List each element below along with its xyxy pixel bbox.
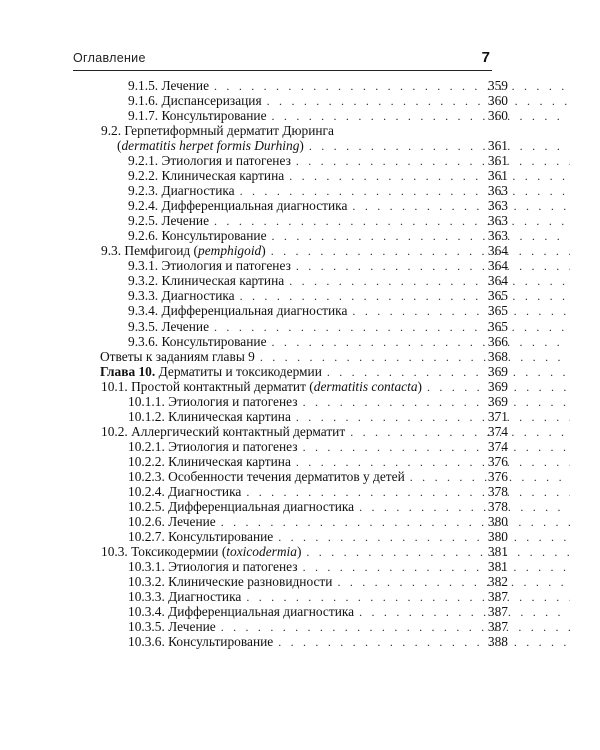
- dot-leader: [221, 515, 570, 530]
- toc-title-text: 9.2.6. Консультирование: [128, 228, 267, 244]
- dot-leader: [303, 560, 570, 575]
- dot-leader: [327, 365, 570, 380]
- toc-entry[interactable]: [128, 574, 600, 589]
- toc-entry[interactable]: [128, 93, 600, 108]
- toc-entry[interactable]: [128, 469, 600, 484]
- toc-latin-term: dermatitis contacta: [313, 378, 418, 394]
- toc-entry-title: [101, 243, 266, 258]
- toc-entry[interactable]: [128, 619, 600, 634]
- toc-page-number: 366: [487, 333, 508, 349]
- toc-entry[interactable]: [128, 198, 600, 213]
- toc-entry[interactable]: [128, 183, 600, 198]
- toc-chapter-label: Глава 10.: [100, 363, 156, 379]
- toc-entry[interactable]: [128, 439, 600, 454]
- dot-leader: [296, 259, 570, 274]
- toc-entry-title: [100, 364, 322, 379]
- toc-title-text: 10.2.3. Особенности течения дерматитов у детей: [128, 468, 405, 484]
- toc-title-text: 10.3.5. Лечение: [128, 619, 216, 635]
- toc-entry-title: [128, 334, 267, 349]
- toc-title-text: 9.3.6. Консультирование: [128, 333, 267, 349]
- toc-title-text: 10.2.5. Дифференциальная диагностика: [128, 498, 355, 514]
- toc-title-text: 9.1.7. Консультирование: [128, 108, 267, 124]
- dot-leader: [240, 289, 570, 304]
- toc-page-number: 365: [487, 318, 508, 334]
- toc-page-number: 380: [487, 513, 508, 529]
- toc-entry[interactable]: [128, 484, 600, 499]
- toc-title-text: ): [296, 543, 302, 559]
- toc-title-text: 10.1.2. Клиническая картина: [128, 408, 291, 424]
- dot-leader: [260, 350, 570, 365]
- toc-entry-title: [128, 273, 284, 288]
- toc-title-text: 10.3.6. Консультирование: [128, 634, 274, 650]
- toc-title-text: 10.2.1. Этиология и патогенез: [128, 438, 298, 454]
- toc-title-text: 10.1. Простой контактный дерматит (: [101, 378, 314, 394]
- dot-leader: [214, 79, 570, 94]
- dot-leader: [271, 244, 570, 259]
- toc-page-number: 364: [487, 273, 508, 289]
- toc-entry[interactable]: [101, 123, 600, 138]
- toc-entry-title: [128, 484, 241, 499]
- toc-entry[interactable]: [128, 394, 600, 409]
- toc-page-number: 364: [487, 243, 508, 259]
- dot-leader: [221, 620, 570, 635]
- running-header: [73, 50, 492, 71]
- toc-entry-title: [128, 394, 298, 409]
- toc-page-number: 363: [487, 213, 508, 229]
- dot-leader: [278, 635, 570, 650]
- toc-title-text: 9.3.5. Лечение: [128, 318, 210, 334]
- toc-entry-title: [128, 469, 405, 484]
- toc-title-text: 10.3.1. Этиология и патогенез: [128, 559, 298, 574]
- toc-latin-term: dermatitis herpet formis Durhing: [121, 138, 300, 154]
- toc-entry[interactable]: [101, 243, 600, 258]
- dot-leader: [272, 109, 570, 124]
- toc-entry-title: [128, 228, 267, 243]
- toc-title-text: ): [261, 243, 266, 259]
- toc-page-number: 380: [487, 528, 508, 544]
- toc-title-text: 9.2. Герпетиформный дерматит Дюринга: [101, 123, 334, 139]
- dot-leader: [296, 154, 570, 169]
- toc-entry-title: [101, 424, 345, 439]
- toc-entry-title: [128, 574, 332, 589]
- toc-entry-title: [128, 198, 347, 213]
- toc-page-number: 378: [487, 498, 508, 514]
- toc-page-number: 374: [487, 423, 508, 439]
- toc-title-text: 10.2. Аллергический контактный дерматит: [101, 423, 346, 439]
- toc-page-number: 361: [487, 153, 508, 169]
- toc-page-number: 360: [487, 108, 508, 124]
- dot-leader: [309, 139, 570, 154]
- toc-title-text: 10.1.1. Этиология и патогенез: [128, 393, 298, 409]
- dot-leader: [246, 590, 570, 605]
- toc-entry-title: [128, 303, 347, 318]
- toc-page-number: 363: [487, 228, 508, 244]
- toc-page-number: 381: [487, 543, 508, 559]
- toc-entry-title: [128, 93, 262, 108]
- toc-entry[interactable]: [128, 319, 600, 334]
- table-of-contents: [0, 78, 600, 649]
- dot-leader: [352, 199, 570, 214]
- toc-entry[interactable]: [117, 138, 600, 153]
- toc-entry[interactable]: [101, 379, 600, 394]
- toc-title-text: 10.2.6. Лечение: [128, 513, 216, 529]
- toc-title-text: 9.3. Пемфигоид (: [101, 243, 199, 259]
- dot-leader: [272, 229, 570, 244]
- toc-entry-title: [128, 559, 298, 574]
- toc-entry[interactable]: [128, 454, 600, 469]
- toc-title-text: 10.2.4. Диагностика: [128, 483, 242, 499]
- dot-leader: [303, 395, 570, 410]
- toc-title-text: ): [299, 138, 304, 154]
- toc-title-text: Ответы к заданиям главы 9: [100, 348, 255, 364]
- toc-entry-title: [128, 183, 235, 198]
- toc-entry-title: [101, 123, 334, 138]
- toc-entry[interactable]: [128, 499, 600, 514]
- toc-title-text: 10.3. Токсикодермии (: [101, 543, 227, 559]
- toc-entry[interactable]: [100, 364, 600, 379]
- toc-page-number: 360: [487, 93, 508, 109]
- toc-page-number: 376: [487, 453, 508, 469]
- toc-entry[interactable]: [128, 529, 600, 544]
- toc-entry[interactable]: [128, 334, 600, 349]
- dot-leader: [240, 184, 570, 199]
- toc-entry-title: [117, 138, 304, 153]
- toc-page-number: 363: [487, 198, 508, 214]
- toc-page-number: 376: [487, 468, 508, 484]
- toc-entry[interactable]: [128, 409, 600, 424]
- toc-entry-title: [128, 108, 267, 123]
- toc-page-number: 365: [487, 288, 508, 304]
- toc-latin-term: toxicodermia: [226, 543, 297, 559]
- toc-page-number: 388: [487, 634, 508, 650]
- dot-leader: [303, 440, 570, 455]
- dot-leader: [278, 530, 570, 545]
- toc-entry[interactable]: [128, 589, 600, 604]
- toc-page-number: 364: [487, 258, 508, 274]
- toc-entry[interactable]: [128, 273, 600, 288]
- toc-entry-title: [128, 319, 209, 334]
- toc-entry-title: [100, 349, 255, 364]
- toc-title-text: 10.3.4. Дифференциальная диагностика: [128, 604, 355, 620]
- toc-page-number: 369: [487, 378, 508, 394]
- toc-page-number: 361: [487, 138, 508, 154]
- toc-entry-title: [128, 604, 354, 619]
- dot-leader: [272, 335, 570, 350]
- toc-page-number: 381: [487, 559, 508, 574]
- header-page-number: 7: [481, 49, 490, 66]
- dot-leader: [352, 304, 570, 319]
- toc-entry[interactable]: [128, 213, 600, 228]
- toc-page-number: 359: [487, 78, 508, 93]
- toc-page-number: 387: [487, 589, 508, 605]
- dot-leader: [296, 455, 570, 470]
- toc-title-text: 9.3.1. Этиология и патогенез: [128, 258, 291, 274]
- toc-entry[interactable]: [101, 544, 600, 559]
- toc-page-number: 369: [487, 393, 508, 409]
- toc-title-text: (: [117, 138, 122, 154]
- toc-entry[interactable]: [128, 258, 600, 273]
- toc-entry-title: [128, 619, 216, 634]
- toc-entry-title: [128, 288, 235, 303]
- toc-title-text: 9.2.2. Клиническая картина: [128, 168, 285, 184]
- toc-page-number: 361: [487, 168, 508, 184]
- toc-entry-title: [128, 589, 241, 604]
- dot-leader: [296, 410, 570, 425]
- dot-leader: [359, 500, 570, 515]
- toc-entry-title: [128, 168, 284, 183]
- toc-page-number: 363: [487, 183, 508, 199]
- toc-entry[interactable]: [128, 108, 600, 123]
- toc-entry-title: [128, 258, 291, 273]
- toc-entry-title: [128, 409, 291, 424]
- toc-entry[interactable]: [128, 288, 600, 303]
- toc-entry-title: [128, 153, 291, 168]
- toc-title-text: ): [417, 378, 422, 394]
- toc-entry-title: [101, 544, 301, 559]
- toc-entry-title: [101, 379, 422, 394]
- toc-entry-title: [128, 213, 209, 228]
- dot-leader: [267, 94, 570, 109]
- toc-entry[interactable]: [100, 349, 600, 364]
- toc-entry-title: [128, 78, 209, 93]
- toc-page-number: 378: [487, 483, 508, 499]
- dot-leader: [359, 605, 570, 620]
- dot-leader: [214, 320, 570, 335]
- toc-entry-title: [128, 439, 298, 454]
- toc-title-text: 9.2.4. Дифференциальная диагностика: [128, 198, 348, 214]
- toc-entry-title: [128, 529, 273, 544]
- toc-entry-title: [128, 514, 216, 529]
- toc-page-number: 387: [487, 604, 508, 620]
- toc-page-number: 365: [487, 303, 508, 319]
- toc-title-text: 9.3.2. Клиническая картина: [128, 273, 285, 289]
- toc-title-text: 10.3.2. Клинические разновидности: [128, 574, 333, 590]
- dot-leader: [337, 575, 570, 590]
- toc-page-number: 387: [487, 619, 508, 635]
- toc-entry[interactable]: [128, 634, 600, 649]
- toc-page-number: 382: [487, 574, 508, 590]
- toc-title-text: 10.2.2. Клиническая картина: [128, 453, 291, 469]
- toc-title-text: 9.2.5. Лечение: [128, 213, 210, 229]
- header-title: Оглавление: [73, 51, 146, 65]
- toc-entry[interactable]: [128, 559, 600, 574]
- toc-title-text: 9.1.6. Диспансеризация: [128, 93, 262, 109]
- toc-entry[interactable]: [101, 424, 600, 439]
- toc-entry-title: [128, 454, 291, 469]
- toc-latin-term: pemphigoid: [198, 243, 262, 259]
- toc-page-number: 369: [487, 363, 508, 379]
- toc-title-text: 10.3.3. Диагностика: [128, 589, 242, 605]
- toc-title-text: 9.3.4. Дифференциальная диагностика: [128, 303, 348, 319]
- toc-entry[interactable]: [128, 78, 600, 93]
- toc-title-text: Дерматиты и токсикодермии: [155, 363, 322, 379]
- toc-page-number: 371: [487, 408, 508, 424]
- dot-leader: [214, 214, 570, 229]
- toc-entry[interactable]: [128, 604, 600, 619]
- toc-entry-title: [128, 634, 273, 649]
- dot-leader: [306, 545, 570, 560]
- toc-entry[interactable]: [128, 153, 600, 168]
- dot-leader: [289, 169, 570, 184]
- toc-title-text: 9.2.3. Диагностика: [128, 183, 235, 199]
- dot-leader: [246, 485, 570, 500]
- toc-title-text: 10.2.7. Консультирование: [128, 528, 274, 544]
- toc-entry[interactable]: [128, 514, 600, 529]
- toc-entry-title: [128, 499, 354, 514]
- toc-entry[interactable]: [128, 228, 600, 243]
- toc-title-text: 9.3.3. Диагностика: [128, 288, 235, 304]
- dot-leader: [289, 274, 570, 289]
- toc-entry[interactable]: [128, 168, 600, 183]
- toc-title-text: 9.1.5. Лечение: [128, 78, 210, 93]
- toc-page-number: 374: [487, 438, 508, 454]
- toc-page-number: 368: [487, 348, 508, 364]
- dot-leader: [350, 425, 570, 440]
- toc-title-text: 9.2.1. Этиология и патогенез: [128, 153, 291, 169]
- toc-entry[interactable]: [128, 303, 600, 318]
